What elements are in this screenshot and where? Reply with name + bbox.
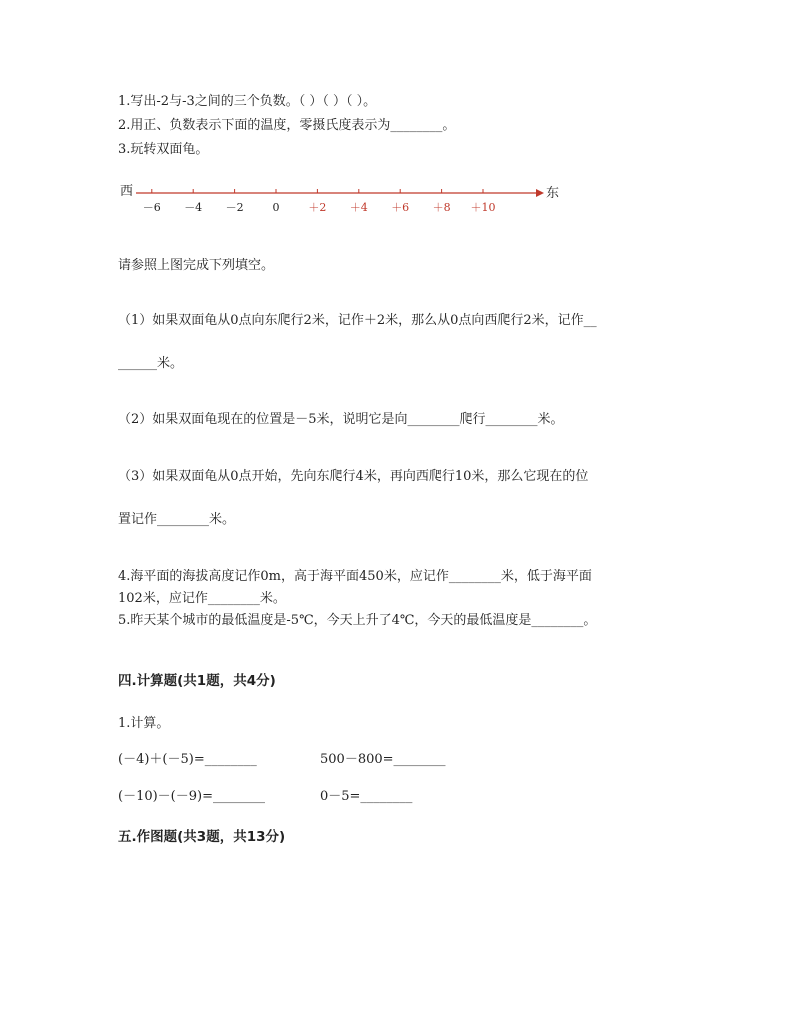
sub-question-1-line-2: ______米。	[118, 356, 184, 371]
section-5-title: 五.作图题(共3题，共13分)	[118, 829, 286, 845]
question-3: 3.玩转双面龟。	[118, 142, 209, 157]
tick-label: －2	[225, 201, 244, 214]
calc-row-2-right: 0－5=________	[320, 789, 413, 804]
calc-row-1-left: (－4)＋(－5)=________	[118, 752, 257, 767]
section-4-title: 四.计算题(共1题，共4分)	[118, 673, 276, 689]
tick-marks	[152, 189, 483, 193]
tick-label: －4	[184, 201, 203, 214]
tick-label: 0	[272, 201, 280, 214]
sub-question-3-line-2: 置记作________米。	[118, 512, 236, 527]
sub-question-1-line-1: （1）如果双面龟从0点向东爬行2米，记作＋2米，那么从0点向西爬行2米，记作__	[118, 313, 597, 328]
number-line	[118, 180, 568, 220]
section-4-question-1: 1.计算。	[118, 716, 170, 731]
calc-row-1-right: 500－800=________	[320, 752, 446, 767]
tick-labels	[143, 201, 496, 214]
question-1: 1.写出-2与-3之间的三个负数。（ ）（ ）（ ）。	[118, 94, 377, 109]
number-line-svg	[118, 180, 568, 220]
tick-label: －6	[142, 201, 161, 214]
tick-label: ＋6	[391, 201, 410, 214]
instruction: 请参照上图完成下列填空。	[118, 258, 275, 273]
question-5: 5.昨天某个城市的最低温度是-5℃，今天上升了4℃，今天的最低温度是________。	[118, 613, 597, 628]
sub-question-3-line-1: （3）如果双面龟从0点开始，先向东爬行4米，再向西爬行10米，那么它现在的位	[118, 469, 589, 484]
tick-label: ＋2	[308, 201, 327, 214]
question-4-line-2: 102米，应记作________米。	[118, 591, 286, 606]
calc-row-2-left: (－10)－(－9)=________	[118, 789, 265, 804]
sub-question-2: （2）如果双面龟现在的位置是－5米，说明它是向________爬行________米。	[118, 412, 564, 427]
tick-label: ＋10	[470, 201, 496, 214]
tick-label: ＋4	[349, 201, 368, 214]
tick-label: ＋8	[432, 201, 451, 214]
question-4-line-1: 4.海平面的海拔高度记作0m，高于海平面450米，应记作________米，低于海平面	[118, 569, 592, 584]
axis-arrow	[536, 189, 544, 197]
west-label: 西	[120, 184, 134, 199]
east-label: 东	[546, 186, 560, 201]
question-2: 2.用正、负数表示下面的温度，零摄氏度表示为________。	[118, 118, 456, 133]
